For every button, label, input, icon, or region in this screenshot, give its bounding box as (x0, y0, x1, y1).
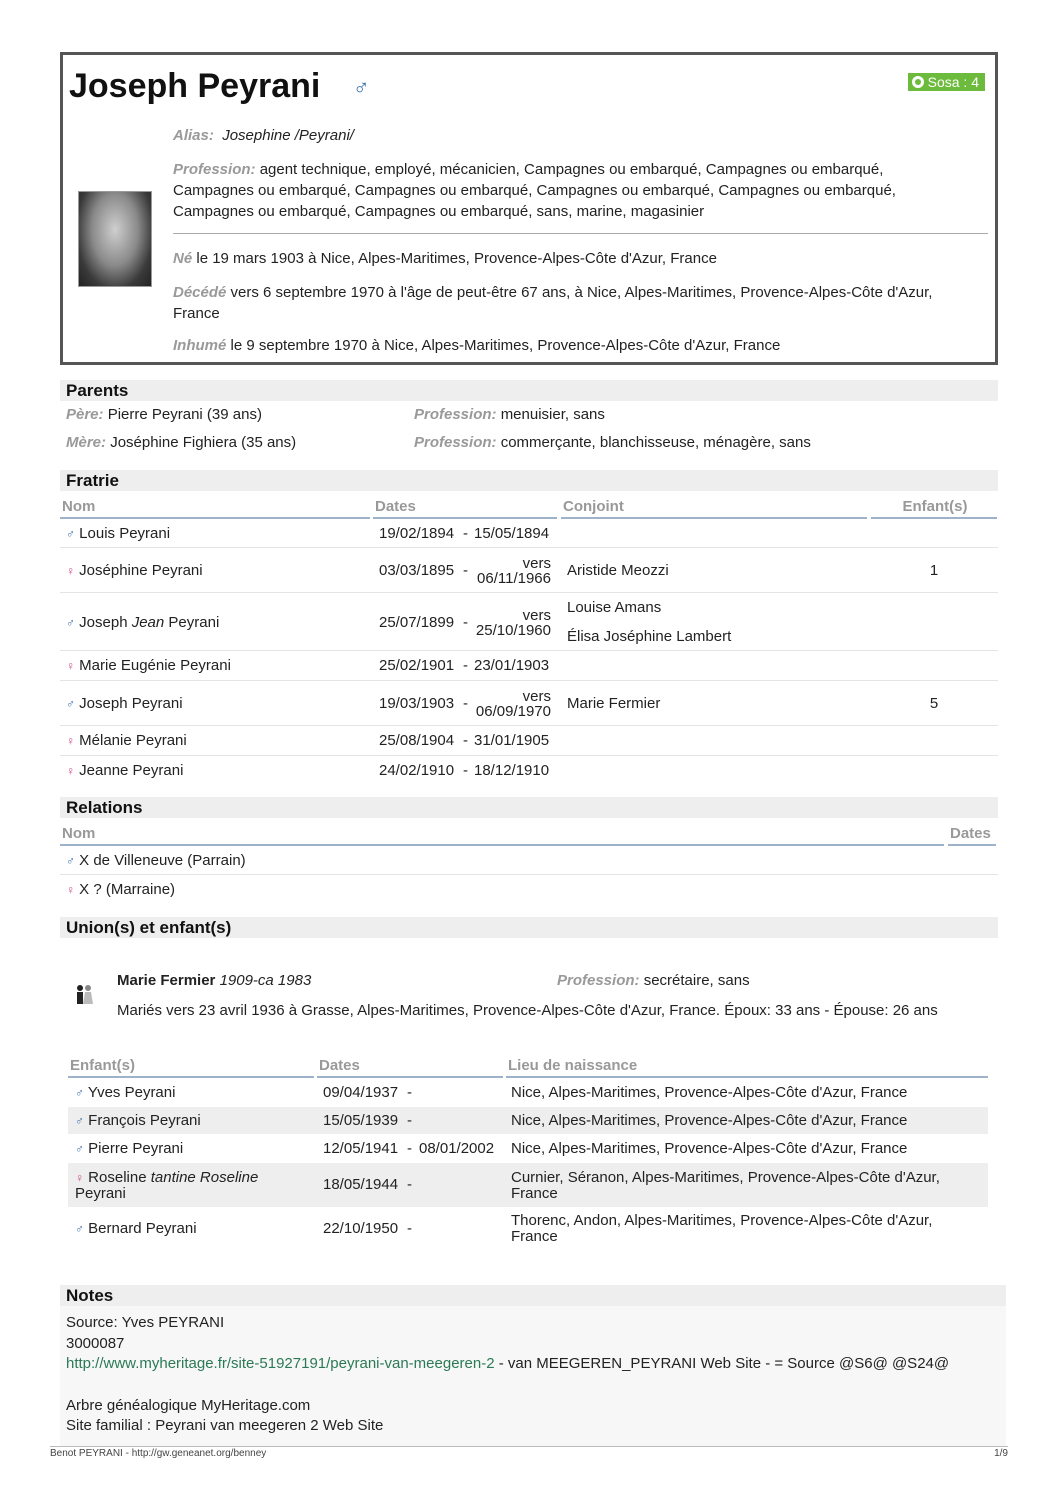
child-birthplace: Curnier, Séranon, Alpes-Maritimes, Provence-Alpes-Côte d'Azur, (511, 1169, 940, 1186)
date-separator: - (463, 695, 468, 712)
sibling-end-date: 23/01/1903 (474, 657, 550, 674)
date-separator: - (463, 657, 468, 674)
mother-prof-value: commerçante, blanchisseuse, ménagère, sans (500, 434, 811, 451)
relation-name-text: X de Villeneuve (Parrain) (79, 852, 246, 869)
child-start-date: 09/04/1937 (323, 1084, 399, 1101)
footer-source: Benot PEYRANI - http://gw.geneanet.org/benney (50, 1448, 267, 1459)
sibling-end-date: 15/05/1894 (474, 525, 550, 542)
spouse-prof-value: secrétaire, sans (643, 972, 750, 989)
col-header-dates: Dates (373, 497, 557, 519)
male-icon: ♂ (353, 75, 370, 100)
male-icon: ♂ (75, 1142, 84, 1156)
notes-tree: Arbre généalogique MyHeritage.com (66, 1397, 311, 1414)
child-name[interactable] (75, 1084, 175, 1102)
child-birthplace-2: France (511, 1228, 558, 1245)
header-divider (173, 233, 988, 234)
profession-line-1: agent technique, employé, mécanicien, Campagnes ou embarqué, Campagnes ou embarqué, (259, 161, 884, 178)
sibling-name-pre: Joseph (79, 614, 132, 631)
female-icon: ♀ (66, 564, 75, 578)
sibling-name[interactable] (66, 657, 231, 675)
spouse-prof-label: Profession: (557, 972, 640, 989)
father-prof-value: menuisier, sans (500, 406, 605, 423)
child-birthplace-2: France (511, 1185, 558, 1202)
child-name[interactable] (75, 1112, 201, 1130)
col-header-name: Nom (60, 497, 370, 519)
sibling-name[interactable] (66, 732, 187, 750)
sibling-children-count: 5 (929, 695, 939, 712)
sibling-start-date: 19/03/1903 (379, 695, 455, 712)
male-icon: ♂ (66, 697, 75, 711)
notes-id: 3000087 (66, 1335, 125, 1352)
date-separator: - (407, 1112, 412, 1129)
male-icon: ♂ (66, 616, 75, 630)
female-icon: ♀ (66, 734, 75, 748)
notes-link-tail: - van MEEGEREN_PEYRANI Web Site - = Source @S6@ @S24@ (494, 1355, 950, 1372)
child-birthplace: Nice, Alpes-Maritimes, Provence-Alpes-Côte d'Azur, France (511, 1084, 908, 1101)
father-profession (414, 406, 605, 423)
child-start-date: 15/05/1939 (323, 1112, 399, 1129)
male-icon: ♂ (66, 527, 75, 541)
died-label: Décédé (173, 284, 227, 301)
section-relations: Relations (60, 797, 998, 818)
sibling-name[interactable] (66, 562, 203, 580)
child-name-text: Pierre Peyrani (88, 1140, 184, 1157)
vers-label: vers (522, 688, 551, 705)
sibling-start-date: 03/03/1895 (379, 562, 455, 579)
date-separator: - (463, 562, 468, 579)
death-line (173, 282, 988, 324)
mother-prof-label: Profession: (414, 434, 497, 451)
child-name[interactable] (75, 1140, 183, 1158)
date-separator: - (463, 525, 468, 542)
footer-divider (50, 1446, 1008, 1447)
section-notes: Notes (60, 1285, 1006, 1306)
profession-block (173, 159, 988, 222)
male-icon: ♂ (75, 1222, 84, 1236)
sibling-end-date (474, 608, 551, 638)
date-separator: - (463, 762, 468, 779)
buried-label: Inhumé (173, 337, 227, 354)
sibling-spouse[interactable]: Aristide Meozzi (567, 562, 669, 579)
child-birthplace: Nice, Alpes-Maritimes, Provence-Alpes-Côte d'Azur, France (511, 1140, 908, 1157)
alias-line (173, 125, 988, 146)
died-value-2: France (173, 305, 220, 322)
col-header-dates: Dates (317, 1056, 503, 1078)
couple-icon (75, 984, 93, 1006)
col-header-child: Enfant(s) (68, 1056, 314, 1078)
sibling-name-text: Joseph Peyrani (79, 695, 183, 712)
sibling-spouse[interactable]: Marie Fermier (567, 695, 661, 712)
sibling-start-date: 25/02/1901 (379, 657, 455, 674)
sibling-name[interactable] (66, 695, 183, 713)
union-spouse (117, 972, 311, 989)
spouse-dates: 1909-ca 1983 (219, 972, 312, 989)
date-separator: - (407, 1140, 412, 1157)
sibling-start-date: 19/02/1894 (379, 525, 455, 542)
date-separator: - (407, 1084, 412, 1101)
col-header-spouse: Conjoint (561, 497, 867, 519)
person-header (60, 52, 998, 365)
profession-line-2: Campagnes ou embarqué, Campagnes ou embarqué, Campagnes ou embarqué, Campagnes ou embarqué, (173, 182, 896, 199)
burial-line (173, 335, 988, 356)
sibling-spouse[interactable]: Louise Amans (567, 599, 662, 616)
sibling-end-date (474, 689, 551, 719)
child-birthplace: Thorenc, Andon, Alpes-Maritimes, Provence-Alpes-Côte d'Azur, (511, 1212, 933, 1229)
mother-profession (414, 434, 811, 451)
father-link[interactable]: Pierre Peyrani (39 ans) (107, 406, 262, 423)
vers-label: vers (522, 607, 551, 624)
page-title: Joseph Peyrani (69, 67, 321, 105)
sibling-end-date: 31/01/1905 (474, 732, 550, 749)
sibling-start-date: 24/02/1910 (379, 762, 455, 779)
child-name-pre: Roseline (88, 1169, 151, 1186)
col-header-name: Nom (60, 824, 944, 846)
father-prof-label: Profession: (414, 406, 497, 423)
end-date-value: 06/09/1970 (475, 703, 551, 720)
female-icon: ♀ (66, 764, 75, 778)
sosa-badge (908, 73, 985, 91)
vers-label: vers (522, 555, 551, 572)
alias-label: Alias: (173, 127, 214, 144)
mother-line (66, 434, 296, 451)
born-label: Né (173, 250, 193, 267)
relation-name[interactable] (66, 852, 246, 870)
notes-site: Site familial : Peyrani van meegeren 2 Web Site (66, 1417, 384, 1434)
child-name-text: Yves Peyrani (87, 1084, 176, 1101)
col-header-birthplace: Lieu de naissance (506, 1056, 988, 1078)
sosa-number: Sosa : 4 (927, 74, 979, 90)
notes-content (60, 1306, 1006, 1446)
child-end-date: 08/01/2002 (419, 1140, 495, 1157)
child-start-date: 22/10/1950 (323, 1220, 399, 1237)
end-date-value: 06/11/1966 (477, 570, 551, 587)
sibling-name-text: Louis Peyrani (79, 525, 171, 542)
date-separator: - (407, 1220, 412, 1237)
died-value: vers 6 septembre 1970 à l'âge de peut-être 67 ans, à Nice, Alpes-Maritimes, Provence-Alpes-Côte d'Azur, (230, 284, 933, 301)
notes-link[interactable]: http://www.myheritage.fr/site-51927191/peyrani-van-meegeren-2 (66, 1355, 495, 1372)
father-line (66, 406, 262, 423)
sibling-start-date: 25/08/1904 (379, 732, 455, 749)
father-label: Père: (66, 406, 104, 423)
child-name-text: François Peyrani (88, 1112, 201, 1129)
notes-source: Source: Yves PEYRANI (66, 1314, 225, 1331)
section-unions: Union(s) et enfant(s) (60, 917, 998, 938)
spouse-profession (557, 972, 750, 989)
date-separator: - (463, 732, 468, 749)
sibling-spouse-2[interactable]: Élisa Joséphine Lambert (567, 628, 732, 645)
col-header-dates: Dates (948, 824, 996, 846)
relation-name-text: X ? (Marraine) (79, 881, 176, 898)
date-separator: - (407, 1176, 412, 1193)
sibling-name-text: Jeanne Peyrani (79, 762, 184, 779)
page-number: 1/9 (994, 1448, 1008, 1459)
sibling-name-italic: Jean (131, 614, 165, 631)
sibling-end-date (474, 556, 551, 586)
buried-value: le 9 septembre 1970 à Nice, Alpes-Maritimes, Provence-Alpes-Côte d'Azur, France (230, 337, 781, 354)
section-parents: Parents (60, 380, 998, 401)
end-date-value: 25/10/1960 (475, 622, 551, 639)
sibling-name[interactable] (66, 762, 183, 780)
profession-line-3: Campagnes ou embarqué, Campagnes ou embarqué, sans, marine, magasinier (173, 203, 705, 220)
profession-label: Profession: (173, 161, 256, 178)
col-header-children: Enfant(s) (871, 497, 997, 519)
born-value: le 19 mars 1903 à Nice, Alpes-Maritimes, Provence-Alpes-Côte d'Azur, France (196, 250, 717, 267)
sibling-name-post: Peyrani (164, 614, 220, 631)
female-icon: ♀ (66, 883, 75, 897)
sibling-name-text: Joséphine Peyrani (79, 562, 203, 579)
male-icon: ♂ (75, 1086, 84, 1100)
child-name-line2: Peyrani (75, 1185, 126, 1202)
male-icon: ♂ (66, 854, 75, 868)
female-icon: ♀ (66, 659, 75, 673)
sibling-name-text: Marie Eugénie Peyrani (79, 657, 231, 674)
sibling-end-date: 18/12/1910 (474, 762, 550, 779)
birth-line (173, 248, 988, 269)
sibling-start-date: 25/07/1899 (379, 614, 455, 631)
mother-link[interactable]: Joséphine Fighiera (35 ans) (110, 434, 297, 451)
child-name[interactable] (75, 1220, 197, 1238)
sibling-name[interactable] (66, 614, 219, 632)
portrait-photo (78, 191, 152, 287)
marriage-info: Mariés vers 23 avril 1936 à Grasse, Alpes-Maritimes, Provence-Alpes-Côte d'Azur, France. Époux: 33 ans - Épouse: 26 ans (117, 1002, 938, 1019)
child-name-italic: tantine Roseline (150, 1169, 259, 1186)
section-fratrie: Fratrie (60, 470, 998, 491)
sibling-name[interactable] (66, 525, 170, 543)
date-separator: - (463, 614, 468, 631)
spouse-name-link[interactable]: Marie Fermier (117, 972, 216, 989)
mother-label: Mère: (66, 434, 107, 451)
child-birthplace: Nice, Alpes-Maritimes, Provence-Alpes-Côte d'Azur, France (511, 1112, 908, 1129)
male-icon: ♂ (75, 1114, 84, 1128)
sibling-name-text: Mélanie Peyrani (79, 732, 187, 749)
relation-name[interactable] (66, 881, 175, 899)
child-name-text: Bernard Peyrani (88, 1220, 197, 1237)
child-start-date: 12/05/1941 (323, 1140, 399, 1157)
female-icon: ♀ (75, 1171, 84, 1185)
sibling-children-count: 1 (929, 562, 939, 579)
sosa-icon (912, 76, 924, 88)
child-start-date: 18/05/1944 (323, 1176, 399, 1193)
notes-link-line (66, 1354, 949, 1374)
alias-value: Josephine /Peyrani/ (222, 127, 354, 144)
